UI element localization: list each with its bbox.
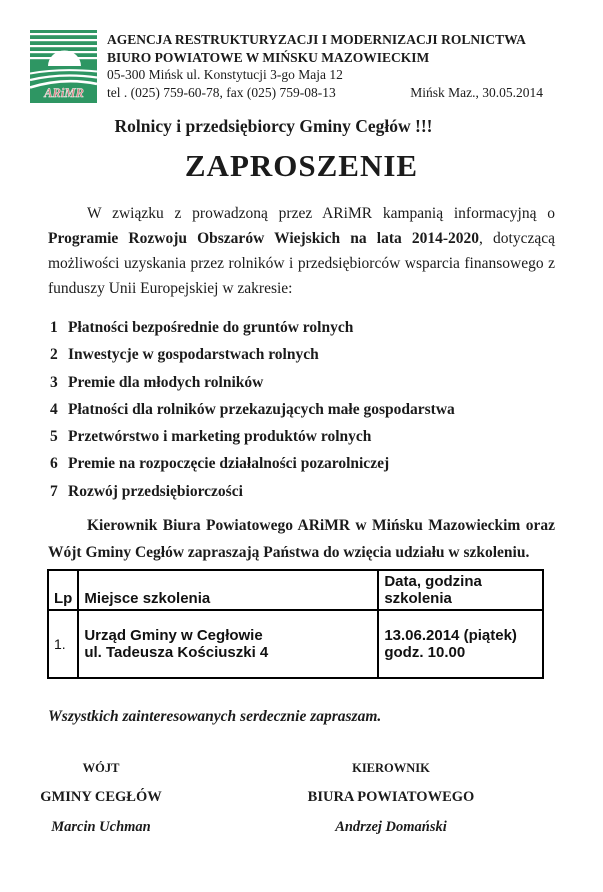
list-item-number: 4	[50, 400, 58, 418]
signature-name: Marcin Uchman	[51, 819, 151, 836]
table-header-row	[48, 570, 543, 610]
invitation-paragraph: Kierownik Biura Powiatowego ARiMR w Mińsku Mazowieckim oraz Wójt Gminy Cegłów zapraszają Państwa do wzięcia udziału w szkoleniu.	[48, 517, 555, 562]
list-item-number: 3	[50, 373, 58, 391]
list-item-number: 1	[50, 319, 58, 336]
place-line1: Urząd Gminy w Cegłowie	[84, 627, 263, 645]
place-line2: ul. Tadeusza Kościuszki 4	[84, 644, 269, 662]
signature-role-line1: WÓJT	[82, 761, 120, 776]
org-name-line2: BIURO POWIATOWE W MIŃSKU MAZOWIECKIM	[107, 49, 430, 65]
list-item	[50, 369, 603, 396]
place-date: Mińsk Maz., 30.05.2014	[410, 84, 543, 100]
arimr-logo-icon	[30, 30, 97, 103]
cell-lp: 1.	[48, 610, 78, 678]
signature-name: Andrzej Domański	[335, 819, 447, 836]
audience-line: Rolnicy i przedsiębiorcy Gminy Cegłów !!!	[114, 116, 433, 136]
intro-paragraph	[48, 201, 555, 301]
org-phone-fax: tel . (025) 759-60-78, fax (025) 759-08-13	[107, 84, 336, 100]
signature-right	[279, 761, 503, 836]
list-item-number: 6	[50, 455, 58, 473]
list-item	[50, 396, 603, 423]
date-line2: godz. 10.00	[384, 644, 466, 662]
list-item	[50, 478, 603, 505]
list-item-text: Premie na rozpoczęcie działalności pozarolniczej	[68, 455, 390, 473]
intro-part2: , dotyczącą możliwości uzyskania przez rolników i przedsiębiorców wsparcia finansowego z funduszy Unii Europejskiej w zakresie:	[48, 230, 555, 297]
intro-part1: W związku z prowadzoną przez ARiMR kampanią informacyjną o	[87, 205, 555, 222]
list-item	[50, 341, 603, 368]
cell-place	[78, 610, 378, 678]
list-item-text: Inwestycje w gospodarstwach rolnych	[68, 346, 319, 364]
training-schedule-table	[47, 569, 544, 679]
cell-date	[378, 610, 543, 678]
list-item-text: Rozwój przedsiębiorczości	[68, 482, 243, 500]
signature-role-line1: KIEROWNIK	[352, 761, 430, 776]
signature-left	[10, 761, 192, 836]
list-item-text: Płatności dla rolników przekazujących małe gospodarstwa	[68, 400, 455, 418]
table-row	[48, 610, 543, 678]
page-title: ZAPROSZENIE	[184, 148, 419, 183]
header-cell-date: Data, godzina szkolenia	[378, 570, 543, 610]
list-item-number: 5	[50, 428, 58, 446]
header-cell-lp: Lp	[48, 570, 78, 610]
header-cell-place: Miejsce szkolenia	[78, 570, 378, 610]
list-item-number: 7	[50, 482, 58, 500]
topic-list	[50, 314, 603, 505]
list-item	[50, 423, 603, 450]
intro-bold-program: Programie Rozwoju Obszarów Wiejskich na lata 2014-2020	[48, 230, 480, 247]
list-item-text: Premie dla młodych rolników	[68, 373, 264, 391]
signature-block	[0, 761, 603, 836]
list-item	[50, 450, 603, 477]
list-item-text: Przetwórstwo i marketing produktów rolnych	[68, 428, 372, 446]
signature-role-line2: BIURA POWIATOWEGO	[307, 789, 475, 806]
date-line1: 13.06.2014 (piątek)	[384, 627, 517, 645]
closing-line: Wszystkich zainteresowanych serdecznie zapraszam.	[48, 708, 382, 726]
letterhead-text	[107, 30, 543, 103]
org-name-line1: AGENCJA RESTRUKTURYZACJI I MODERNIZACJI ROLNICTWA	[107, 32, 526, 47]
list-item	[50, 314, 603, 341]
letterhead	[30, 30, 603, 103]
logo-text: ARiMR	[44, 86, 84, 100]
signature-role-line2: GMINY CEGŁÓW	[40, 789, 162, 806]
list-item-number: 2	[50, 346, 58, 364]
list-item-text: Płatności bezpośrednie do gruntów rolnych	[68, 319, 354, 336]
org-address: 05-300 Mińsk ul. Konstytucji 3-go Maja 12	[107, 67, 343, 82]
